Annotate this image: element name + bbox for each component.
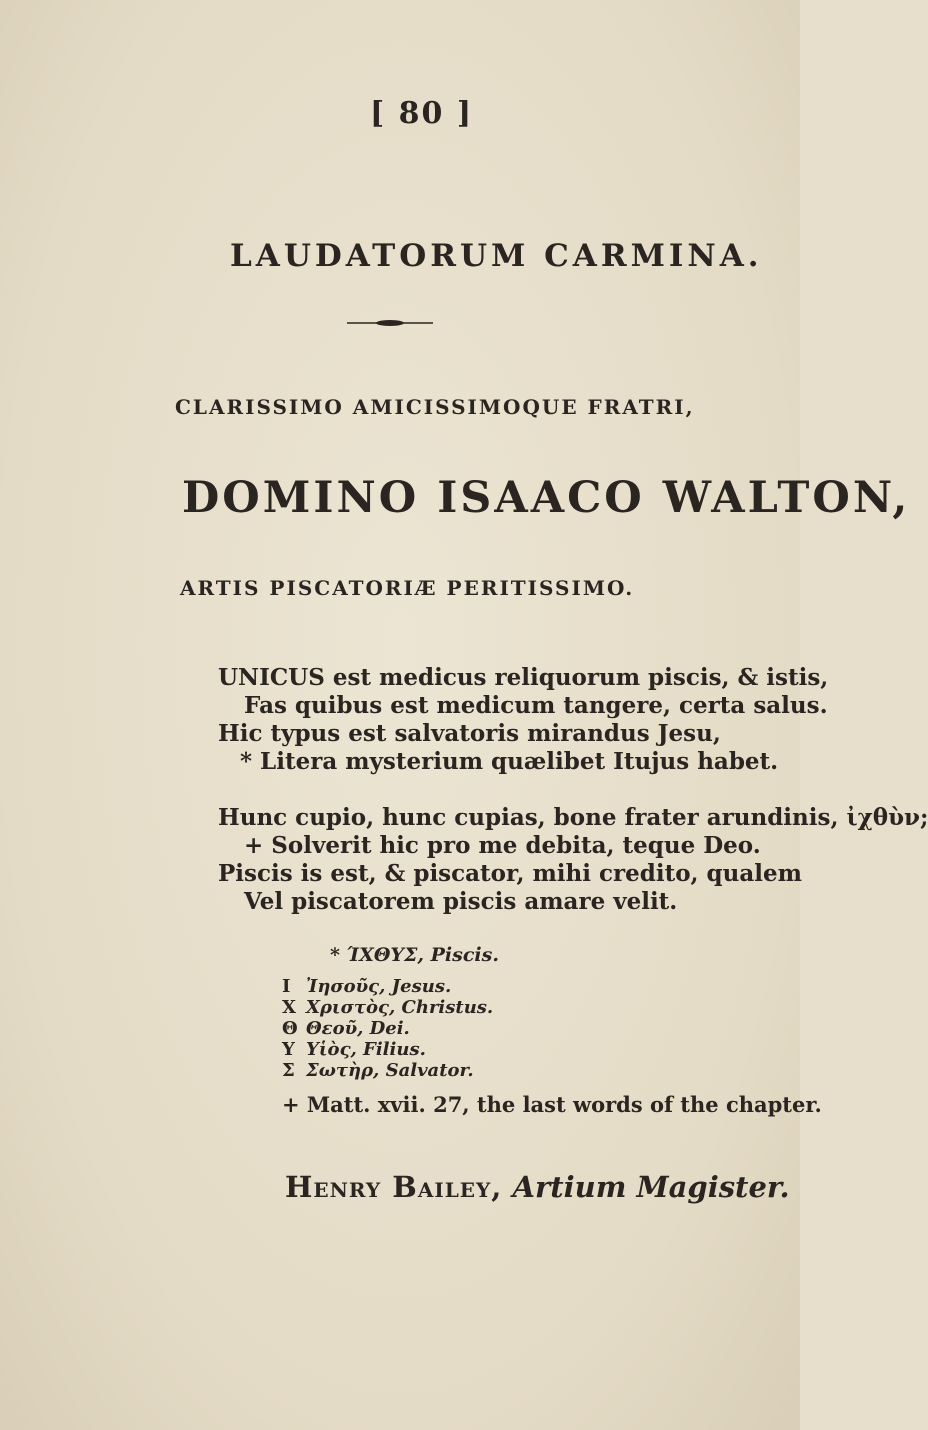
addressee-name: DOMINO ISAACO WALTON, bbox=[182, 473, 911, 523]
acrostic-text: Σωτὴρ, Salvator. bbox=[306, 1060, 474, 1081]
acrostic-text: Θεοῦ, Dei. bbox=[306, 1018, 410, 1039]
acrostic-row bbox=[282, 1018, 493, 1039]
acrostic-row bbox=[282, 997, 493, 1018]
verse-line: Fas quibus est medicum tangere, certa salus. bbox=[244, 692, 828, 719]
page-title: LAUDATORUM CARMINA. bbox=[230, 238, 763, 274]
acrostic-text: Χριστὸς, Christus. bbox=[306, 997, 494, 1018]
acrostic-heading: * ΊΧΘΥΣ, Piscis. bbox=[330, 944, 499, 966]
verse-line: Hunc cupio, hunc cupias, bone frater arundinis, ἰχθὺν; bbox=[218, 804, 928, 831]
acrostic-letter: Υ bbox=[282, 1039, 295, 1060]
author-degree: Artium Magister. bbox=[512, 1170, 790, 1204]
divider-ornament bbox=[345, 318, 435, 328]
acrostic-letter: Χ bbox=[282, 997, 296, 1018]
author-name: Henry Bailey, bbox=[285, 1170, 503, 1204]
acrostic-letter: Ι bbox=[282, 976, 291, 997]
acrostic-list bbox=[282, 976, 493, 1081]
dedication-line: CLARISSIMO AMICISSIMOQUE FRATRI, bbox=[175, 395, 695, 419]
acrostic-letter: Θ bbox=[282, 1018, 298, 1039]
acrostic-text: Ἰησοῦς, Jesus. bbox=[306, 976, 452, 997]
acrostic-letter: Σ bbox=[282, 1060, 295, 1081]
page-number: [ 80 ] bbox=[370, 96, 474, 131]
verse-line: Piscis is est, & piscator, mihi credito, qualem bbox=[218, 860, 802, 887]
acrostic-text: Υἱὸς, Filius. bbox=[306, 1039, 426, 1060]
acrostic-row bbox=[282, 1039, 493, 1060]
acrostic-row bbox=[282, 976, 493, 997]
verse-line: Vel piscatorem piscis amare velit. bbox=[244, 888, 678, 915]
addressee-title: ARTIS PISCATORIÆ PERITISSIMO. bbox=[180, 576, 635, 600]
acrostic-row bbox=[282, 1060, 493, 1081]
verse-line: + Solverit hic pro me debita, teque Deo. bbox=[244, 832, 761, 859]
verse-line: Hic typus est salvatoris mirandus Jesu, bbox=[218, 720, 721, 747]
verse-line: * Litera mysterium quælibet Itujus habet. bbox=[240, 748, 779, 775]
verse-line: UNICUS est medicus reliquorum piscis, & istis, bbox=[218, 664, 829, 691]
footnote: + Matt. xvii. 27, the last words of the chapter. bbox=[282, 1092, 822, 1117]
signature bbox=[285, 1170, 790, 1204]
